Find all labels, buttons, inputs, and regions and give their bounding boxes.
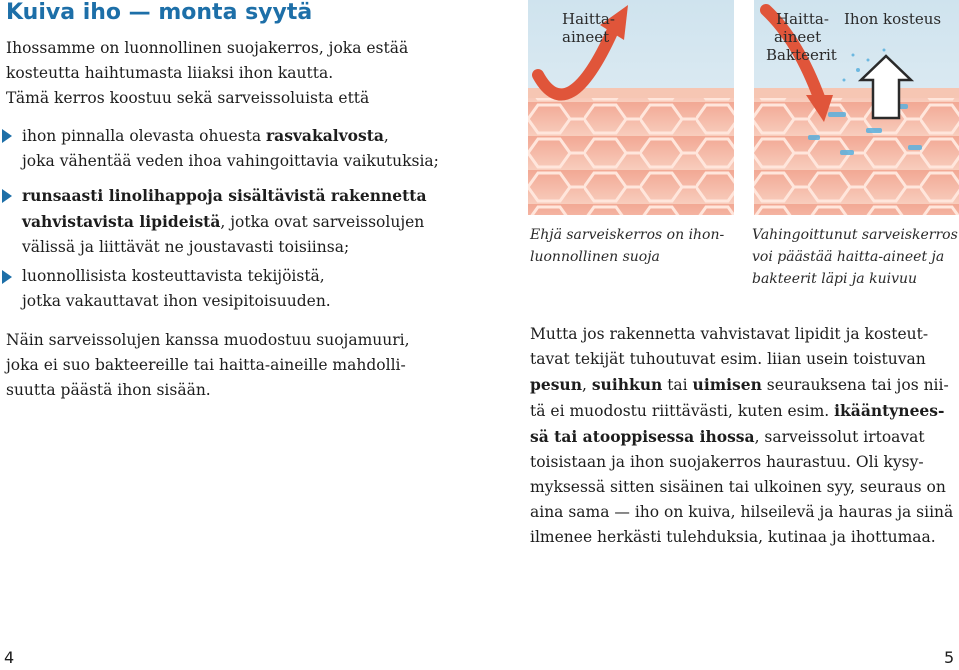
bullet-bold-text: runsaasti linolihappoja sisältävistä rakennetta [22, 186, 427, 205]
label-line: aineet [562, 28, 610, 46]
right-harmful-label [766, 10, 837, 64]
body-text: tä ei muodostu riittävästi, kuten esim. [530, 402, 835, 420]
body-line: ilmenee herkästi tulehduksia, kutinaa ja ihottumaa. [530, 528, 936, 546]
body-text: tai [662, 376, 693, 394]
bullet-arrow-icon [2, 189, 12, 203]
right-column-paragraph [530, 322, 953, 550]
label-line: Bakteerit [766, 46, 837, 64]
intact-skin-cells [528, 95, 734, 215]
page-number-right: 5 [944, 648, 955, 667]
body-line: aina sama — iho on kuiva, hilseilevä ja hauras ja siinä [530, 503, 954, 521]
bullet-bold-text: vahvistavista lipideistä [22, 212, 221, 231]
bullet-text: välissä ja liittävät ne joustavasti toisiinsa; [22, 238, 350, 256]
closing-line: joka ei suo bakteereille tai haitta-aineille mahdolli- [6, 356, 406, 374]
intro-line: kosteutta haihtumasta liiaksi ihon kautta. [6, 64, 334, 82]
bold-text: sä tai atooppisessa ihossa [530, 427, 755, 446]
body-line: myksessä sitten sisäinen tai ulkoinen syy, seuraus on [530, 478, 946, 496]
caption-line: voi päästää haitta-aineet ja [752, 249, 945, 265]
bullet-text: joka vähentää veden ihoa vahingoittavia vaikutuksia; [22, 152, 439, 170]
label-line: Haitta- [562, 10, 615, 28]
body-line: toisistaan ja ihon suojakerros haurastuu. Oli kysy- [530, 453, 924, 471]
bold-text: uimisen [692, 375, 762, 394]
bullet-bold-text: rasvakalvosta [265, 126, 384, 145]
closing-line: suutta päästä ihon sisään. [6, 381, 211, 399]
body-text: , [581, 376, 592, 394]
bullet-item-1 [22, 123, 439, 174]
closing-paragraph [6, 328, 410, 403]
caption-line: bakteerit läpi ja kuivuu [752, 271, 918, 287]
closing-line: Näin sarveissolujen kanssa muodostuu suojamuuri, [6, 331, 410, 349]
left-harmful-label [562, 10, 615, 46]
intro-line: Ihossamme on luonnollinen suojakerros, joka estää [6, 39, 409, 57]
bold-text: pesun [530, 375, 582, 394]
page-title: Kuiva iho — monta syytä [6, 0, 313, 25]
bullet-text: , [383, 127, 389, 145]
body-text: , sarveissolut irtoavat [754, 428, 925, 446]
body-line: Mutta jos rakennetta vahvistavat lipidit ja kosteut- [530, 325, 929, 343]
damaged-skin-cells [754, 95, 959, 215]
bullet-arrow-icon [2, 129, 12, 143]
page-number-left: 4 [4, 648, 15, 667]
bold-text: suihkun [591, 375, 663, 394]
bullet-arrow-icon [2, 270, 12, 284]
caption-intact [530, 224, 724, 268]
bullet-text: luonnollisista kosteuttavista tekijöistä, [22, 267, 325, 285]
caption-line: Ehjä sarveiskerros on ihon- [530, 227, 725, 243]
intro-paragraph [6, 36, 408, 111]
label-line: aineet [774, 28, 822, 46]
bullet-text: , jotka ovat sarveissolujen [220, 213, 425, 231]
intro-line: Tämä kerros koostuu sekä sarveissoluista että [6, 89, 370, 107]
caption-line: Vahingoittunut sarveiskerros [752, 227, 958, 243]
bullet-text: jotka vakauttavat ihon vesipitoisuuden. [22, 292, 331, 310]
body-line: tavat tekijät tuhoutuvat esim. liian usein toistuvan [530, 350, 926, 368]
bullet-text: ihon pinnalla olevasta ohuesta [22, 127, 266, 145]
moisture-label: Ihon kosteus [844, 10, 942, 28]
caption-line: luonnollinen suoja [530, 249, 660, 265]
body-text: seurauksena tai jos nii- [761, 376, 949, 394]
bullet-item-2 [22, 183, 427, 260]
bold-text: ikääntynees- [834, 401, 945, 420]
caption-damaged [752, 224, 958, 290]
bullet-item-3 [22, 264, 331, 314]
label-line: Haitta- [776, 10, 829, 28]
